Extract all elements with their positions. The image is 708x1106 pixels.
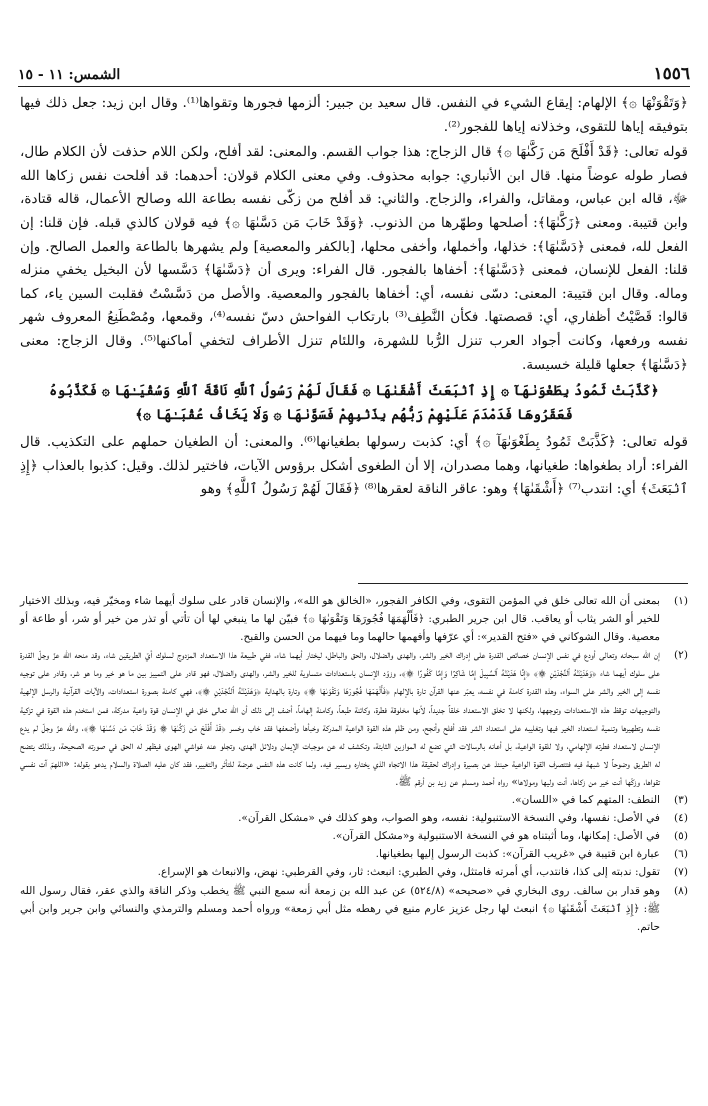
footnotes (20, 592, 688, 936)
footnote-text: في الأصل: إمكانها، وما أثبتناه هو في النسخة الاستنبولية و«مشكل القرآن». (332, 830, 660, 843)
footnote (20, 791, 688, 809)
footnote-text: بمعنى أن الله تعالى خلق في المؤمن التقوى، وفي الكافر الفجور، «الخالق هو الله»، والإنسان قادر على سلوك أيهما شاء ومخيّر فيه، وبذلك الاختيار للخير أو الشر يثاب أو يعاقب. قال ابن جرير الطبري: ﴿فَأَلْهَمَهَا فُجُورَهَا وَتَقْوَىٰهَا ۞﴾ فبيّن لها ما ينبغي لها أن تأتي أو تذر من خير أو شر، أو طاعة أو معصية. وقال الشوكاني في «فتح القدير»: أي عرّفها وأفهمها حالهما وما فيهما من الحسن والقبح. (20, 595, 660, 644)
paragraph-aflaha: قوله تعالى: ﴿قَدْ أَفْلَحَ مَن زَكَّىٰهَا ۞﴾ قال الزجاج: هذا جواب القسم. والمعنى: لقد أفلح، ولكن اللام حذفت لأن الكلام طال، فصار طوله عوضاً منها. قال ابن الأنباري: جوابه محذوف. وفي معنى الكلام قولان: أحدهما: قد أفلحت نفس زكاها الله ﷻ، قاله ابن عباس، ومقاتل، والفراء، والزجاج. والثاني: قد أفلح من زكّى نفسه بطاعة الله وصالح الأعمال، قاله قتادة، وابن قتيبة. ومعنى ﴿زَكَّىٰهَا﴾: أصلحها وطهّرها من الذنوب. ﴿وَقَدْ خَابَ مَن دَسَّىٰهَا ۞﴾ فيه قولان كالذي قبله. فإن قلنا: إن الفعل لله، فمعنى ﴿دَسَّىٰهَا﴾: خذلها، وأخملها، وأخفى محلها، [بالكفر والمعصية] ولم يشهرها بالطاعة والعمل الصالح. وإن قلنا: الفعل للإنسان، فمعنى ﴿دَسَّىٰهَا﴾: أخفاها بالفجور. قال الفراء: ويرى أن ﴿دَسَّىٰهَا﴾ دَسَّسها لأن البخيل يخفي منزله وماله. وقال ابن قتيبة: المعنى: دسّى نفسه، أي: أخفاها بالفجور والمعصية. والأصل من دَسَّسْتُ فقلبت السين ياء، كما قالوا: قَصَّيْتُ أظفاري، أي: قصصتها. فكأن النَّطِف⁽³⁾ بارتكاب الفواحش دسّ نفسه⁽⁴⁾، وقمعها، ومُصْطَنِعُ المعروف شهر نفسه ورفعها، وكانت أجواد العرب تنزل الرُّبا للشهرة، واللئام تنزل الأطراف لتخفي أماكنها⁽⁵⁾. وقال الزجاج: معنى ﴿دَسَّىٰهَا﴾ جعلها قليلة خسيسة. (20, 144, 689, 373)
paragraph-kazzabat: قوله تعالى: ﴿كَذَّبَتْ ثَمُودُ بِطَغْوَىٰهَآ ۞﴾ أي: كذبت رسولها بطغيانها⁽⁶⁾. والمعنى: أن الطغيان حملهم على التكذيب. قال الفراء: أراد بطغواها: طغيانها، وهما مصدران، إلا أن الطغوى أشكل برؤوس الآيات، فاختير لذلك. وقيل: كذبوا بالعذاب ﴿إِذِ ٱنۢبَعَثَ﴾ أي: انتدب⁽⁷⁾ ﴿أَشْقَىٰهَا﴾ وهو: عاقر الناقة لعقرها⁽⁸⁾ ﴿فَقَالَ لَهُمْ رَسُولُ ٱللَّهِ﴾ وهو (20, 434, 688, 498)
footnote-number: (٨) (674, 884, 688, 897)
footnote (20, 646, 688, 791)
footnote-number: (٧) (674, 866, 688, 879)
footnote-text: النطف: المتهم كما في «اللسان». (511, 794, 660, 807)
running-title: الشمس: ١١ - ١٥ (18, 67, 121, 83)
footnote (20, 845, 688, 863)
main-text (20, 92, 688, 504)
footnote-text: وهو قدار بن سالف. روى البخاري في «صحيحه» (٥٢٤/٨) عن عبد الله بن زمعة أنه سمع النبي ﷺ يخطب وذكر الناقة والذي عقر، فقال رسول الله ﷺ: ﴿إِذِ ٱنۢبَعَثَ أَشْقَىٰهَا ۞﴾ انبعث لها رجل عزيز عارم منيع في رهطه مثل أبي زمعة» ورواه أحمد ومسلم والترمذي والنسائي وابن جرير وابن أبي حاتم. (20, 884, 660, 933)
footnote-separator (358, 583, 688, 584)
footnote-text: تقول: ندبته إلى كذا، فانتدب، أي أمرته فامتثل، وفي الطبري: انبعث: ثار، وفي القرطبي: نهض، والانبعاث هو الإسراع. (157, 866, 660, 879)
footnote (20, 809, 688, 827)
footnote-text: إن الله سبحانه وتعالى أودع في نفس الإنسان خصائص القدرة على إدراك الخير والشر، والهدى والضلال، والحق والباطل، ليختار أيهما شاء، ففي طبيعة هذا الاستعداد المزدوج لسلوك أيّ الطريقين شاء، وقد منحه الله عزّ وجلّ القدرة على سلوك أيهما شاء ﴿وَهَدَيْنَـٰهُ ٱلنَّجْدَيْنِ ۞﴾ ﴿إِنَّا هَدَيْنَـٰهُ ٱلسَّبِيلَ إِمَّا شَاكِرًا وَإِمَّا كَفُورًا ۞﴾، وزوّد الإنسان باستعدادات متساوية للخير والشر، والهدى والضلال، فهو قادر على التمييز بين ما هو خير وما هو شر، وقادر على توجيه نفسه إلى الخير والشر على السواء، وهذه القدرة كامنة في نفسه، يعبّر عنها القرآن تارة بالإلهام ﴿فَأَلْهَمَهَا فُجُورَهَا وَتَقْوَىٰهَا ۞﴾ وتارة بالهداية ﴿وَهَدَيْنَـٰهُ ٱلنَّجْدَيْنِ ۞﴾، فهي كامنة بصورة استعدادات، والآيات القرآنية والرسل الإلهية والتوجيهات توقظ هذه الاستعدادات وتوجهها، ولكنها لا تخلق الاستعداد خلقاً جديداً، لأنها مخلوقة فطرة، وكائنة طبعاً، وكامنة إلهاماً، أضف إلى ذلك أن الله تعالى خلق في الإنسان قوة واعية مدركة، فمن استخدم هذه القوة في تزكية نفسه وتطهيرها وتنمية استعداد الخير فيها وتغليبه على استعداد الشر فقد أفلح وأنجح، ومن ظلم هذه القوة الواعية المدركة وخبأها وأضعفها فقد خاب وخسر ﴿قَدْ أَفْلَحَ مَن زَكَّىٰهَا ۞ وَقَدْ خَابَ مَن دَسَّىٰهَا ۞﴾، والله عزّ وجلّ لم يدع الإنسان لاستعداد فطرته الإلهامي، ولا للقوة الواعية، بل أعانه بالرسالات التي تضع له الموازين الثابتة، وتكشف له عن موجبات الإيمان ودلائل الهدى، وتجلو عنه غواشي الهوى فيظهر له الحق في صورته الصحيحة، وبذلك يتضح له الطريق وضوحاً لا شبهة فيه فتتصرف القوة الواعية حينئذ عن بصيرة وإدراك لحقيقة هذا الاتجاه الذي يختاره ويسير فيه. ولما كانت هذه النفس عرضة للتأثر والتغيير، فقد كان عليه الصلاة والسلام يدعو بقوله: «اللهمّ آت نفسي تقواها، وزكّها أنت خير من زكاها، أنت وليها ومولاها» رواه أحمد ومسلم عن زيد بن أرقم ﷺ. (20, 649, 660, 788)
page-number: ١٥٥٦ (653, 64, 690, 84)
footnote-number: (٦) (674, 848, 688, 861)
footnote (20, 882, 688, 936)
footnote (20, 863, 688, 881)
footnote-number: (٢) (674, 649, 688, 662)
footnote-number: (٥) (674, 830, 688, 843)
quran-verses-block: ﴿كَذَّبَتْ ثَمُودُ بِطَغْوَىٰهَآ ۞ إِذِ ٱنۢبَعَثَ أَشْقَىٰهَا ۞ فَقَالَ لَهُمْ رَسُولُ ٱللَّهِ نَاقَةَ ٱللَّهِ وَسُقْيَـٰهَا ۞ فَكَذَّبُوهُ فَعَقَرُوهَا فَدَمْدَمَ عَلَيْهِمْ رَبُّهُم بِذَنۢبِهِمْ فَسَوَّىٰهَا ۞ وَلَا يَخَافُ عُقْبَـٰهَا ۞﴾ (49, 383, 659, 424)
page-header (18, 62, 690, 87)
footnote-text: في الأصل: نفسها، وفي النسخة الاستنبولية: نفسه، وهو الصواب، وهو كذلك في «مشكل القرآن». (238, 812, 660, 825)
footnote (20, 592, 688, 646)
paragraph-ilham: ﴿وَتَقْوَنْهَا ۞﴾ الإلهام: إيقاع الشيء في النفس. قال سعيد بن جبير: ألزمها فجورها وتقواها⁽¹⁾. وقال ابن زيد: جعل ذلك فيها بتوفيقه إياها للتقوى، وخذلانه إياها للفجور⁽²⁾. (20, 95, 689, 135)
footnote (20, 827, 688, 845)
footnote-text: عبارة ابن قتيبة في «غريب القرآن»: كذبت الرسول إليها بطغيانها. (375, 848, 660, 861)
footnote-number: (١) (674, 595, 688, 607)
footnote-number: (٣) (674, 794, 688, 807)
footnote-number: (٤) (674, 812, 688, 825)
